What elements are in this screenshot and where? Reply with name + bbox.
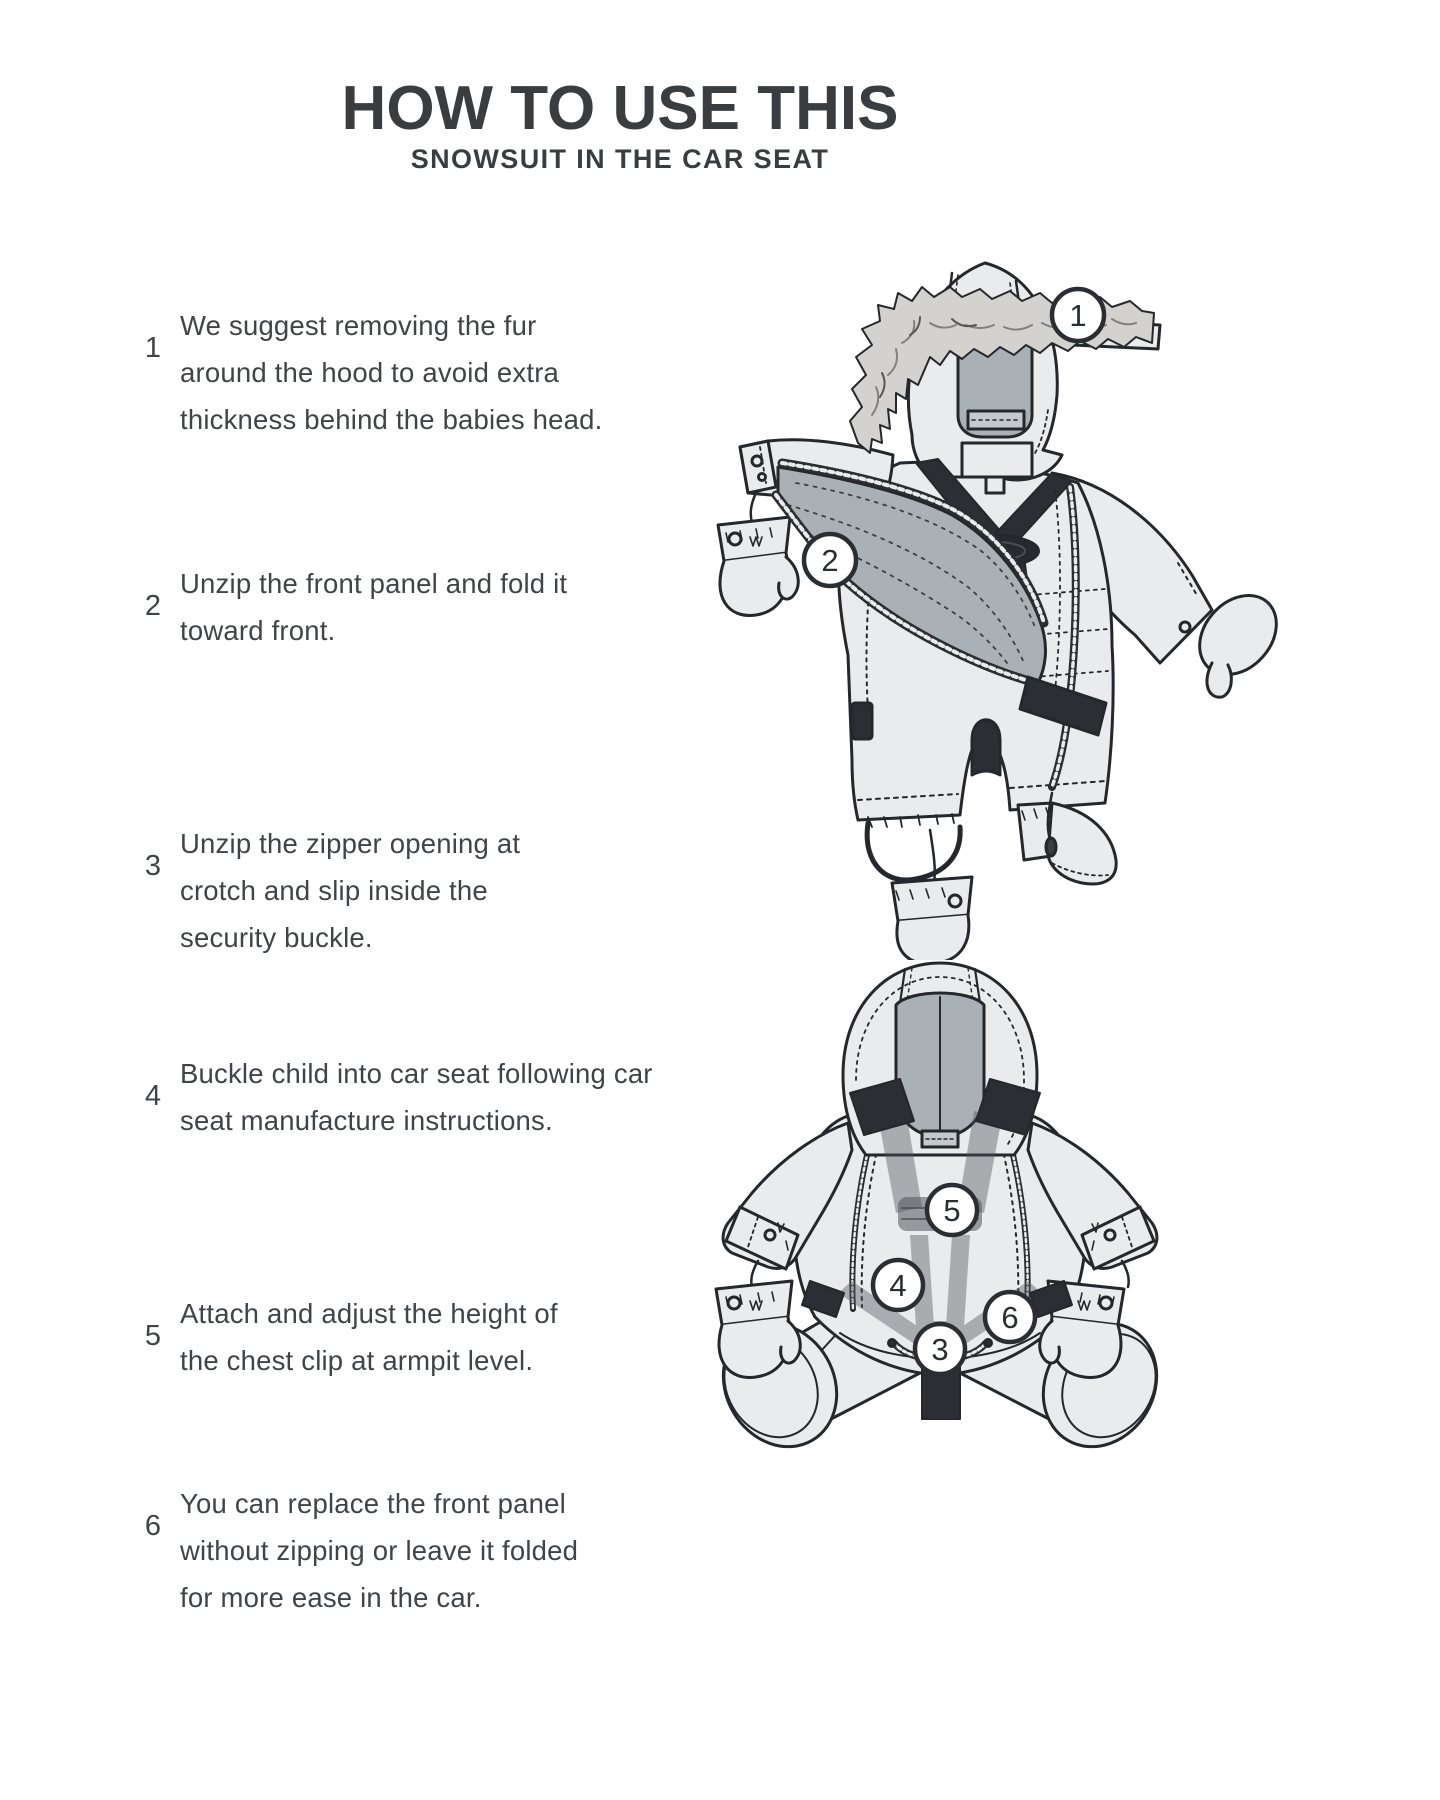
step-4-number: 4 [144,1080,162,1112]
callout-3 [915,1324,965,1374]
left-bootie-hanging [867,814,972,960]
step-3-text: Unzip the zipper opening at [180,828,521,859]
svg-text:3: 3 [931,1332,949,1367]
step-5-text: Attach and adjust the height of [180,1298,558,1329]
step-4: 4 Buckle child into car seat following car seat manufacture instructions. [180,1050,653,1144]
step-6: 6 You can replace the front panel without zipping or leave it folded for more ease in the car. [180,1480,578,1621]
step-1-number: 1 [144,332,162,364]
step-5: 5 Attach and adjust the height of the chest clip at armpit level. [180,1290,558,1384]
svg-text:4: 4 [889,1268,907,1303]
zipper-pull [1046,838,1056,856]
svg-text:6: 6 [1001,1300,1019,1335]
left-mitten [718,517,798,615]
collar [962,443,1032,477]
step-2: 2 Unzip the front panel and fold it toward front. [180,560,567,654]
step-3-number: 3 [144,850,162,882]
illustration-snowsuit-seated [600,945,1240,1470]
step-6-text: You can replace the front panel [180,1488,566,1519]
step-1: 1 We suggest removing the fur around the hood to avoid extra thickness behind the babies head. [180,302,602,443]
step-6-number: 6 [144,1510,162,1542]
crotch-opening [972,720,1000,775]
step-3: 3 Unzip the zipper opening at crotch and slip inside the security buckle. [180,820,520,961]
svg-text:5: 5 [943,1193,961,1228]
page-header [120,76,1120,175]
callout-5 [927,1185,977,1235]
left-mitten [716,1281,800,1377]
left-waist-tab [852,703,872,739]
callout-6 [985,1292,1035,1342]
callout-2 [804,534,856,586]
page-title: HOW TO USE THIS [341,74,899,143]
svg-text:1: 1 [1069,298,1087,333]
right-bootie [1018,803,1116,884]
svg-text:2: 2 [821,543,839,578]
step-2-number: 2 [144,590,162,622]
page-subtitle: SNOWSUIT IN THE CAR SEAT [410,144,830,174]
step-4-text: Buckle child into car seat following car [180,1058,653,1089]
step-5-number: 5 [144,1320,162,1352]
callout-1 [1052,289,1104,341]
step-2-text: Unzip the front panel and fold it [180,568,568,599]
illustration-snowsuit-standing [600,215,1300,960]
step-1-text: We suggest removing the fur [180,310,537,341]
callout-4 [873,1260,923,1310]
